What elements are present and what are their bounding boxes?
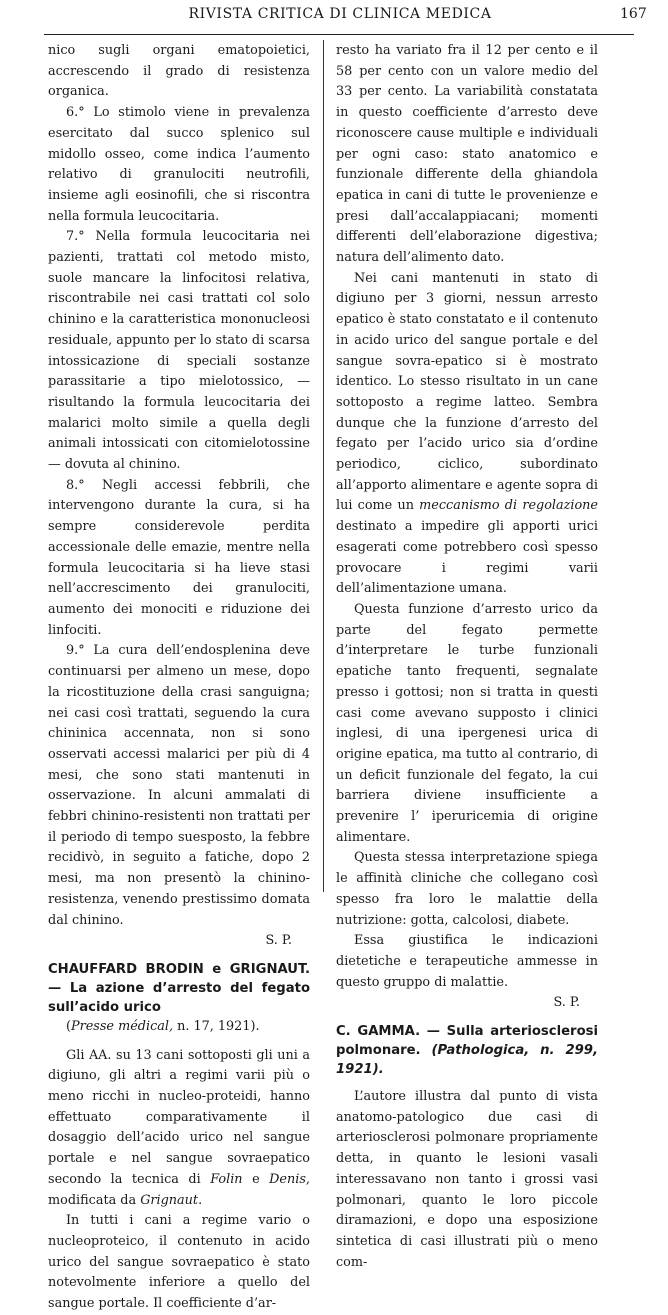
paragraph: nico sugli organi ematopoietici, accrescendo il grado di resistenza organica. xyxy=(48,43,310,100)
emphasis: meccanismo di regolazione xyxy=(419,498,598,514)
left-column xyxy=(48,41,310,1315)
citation-rest: n. 299, 1921). xyxy=(336,1043,598,1078)
paragraph: 6.° Lo stimolo viene in prevalenza esercitato dal succo splenico sul midollo osseo, come indica l’aumento relativo di granulociti neutrofili, insieme agli eosinofili, che si riscontra nella formula leucocitaria. xyxy=(48,105,310,224)
text-run: , modificata da xyxy=(48,1171,310,1208)
text-run: . xyxy=(198,1192,203,1208)
article-title: CHAUFFARD BRODIN e GRIGNAUT. — La azione d’arresto del fegato sull’acido urico xyxy=(48,961,310,1015)
article-citation xyxy=(48,1017,310,1038)
author-name: Folin xyxy=(210,1171,243,1187)
running-title: RIVISTA CRITICA DI CLINICA MEDICA xyxy=(188,6,492,22)
text-run: Nei cani mantenuti in stato di digiuno per 3 giorni, nessun arresto epatico è stato constatato e il contenuto in acido urico del sangue portale e del sangue sovra-epatico si è mostrato identico. Lo stesso risultato in un cane sottoposto a regime latteo. Sembra dunque che la funzione d’arresto del fegato per l’acido urico sia d’ordine periodico, ciclico, subordinato all’apporto alimentare e agente sopra di lui come un xyxy=(336,270,598,514)
paragraph: Questa funzione d’arresto urico da parte del fegato permette d’interpretare le turbe funzionali epatiche tanto frequenti, segnalate presso i gottosi; non si tratta in questi casi come avevano supposto i clinici inglesi, di una ipergenesi urica di origine epatica, ma tutto al contrario, di un deficit funzionale del fegato, la cui barriera diviene insufficiente a prevenire l’ iperuricemia di origine alimentare. xyxy=(336,601,598,845)
paragraph: resto ha variato fra il 12 per cento e il 58 per cento con un valore medio del 33 per cento. La variabilità constatata in questo coefficiente d’arresto deve riconoscere cause multiple e individuali per ogni caso: stato anatomico e funzionale differente della ghiandola epatica in cani di tutte le provenienze e presi dall’accalappiacani; momenti differenti dell’elaborazione digestiva; natura dell’alimento dato. xyxy=(336,43,598,266)
article-title-text: C. GAMMA. — Sulla arteriosclerosi polmonare. xyxy=(336,1024,598,1059)
article-title xyxy=(336,1022,598,1079)
spacer xyxy=(336,1079,598,1087)
paragraph: L’autore illustra dal punto di vista anatomo-patologico due casi di arteriosclerosi polmonare propriamente detta, in quanto le lesioni vasali interessavano non tanto i grossi vasi polmonari, quanto le loro piccole diramazioni, e dopo una esposizione sintetica di casi illustrati più o meno com- xyxy=(336,1089,598,1270)
signature: S. P. xyxy=(553,995,580,1011)
paragraph: In tutti i cani a regime vario o nucleoproteico, il contenuto in acido urico del sangue sovraepatico è stato notevolmente inferiore a quello del sangue portale. Il coefficiente d’ar- xyxy=(48,1213,310,1312)
right-column xyxy=(336,41,598,1273)
paragraph xyxy=(48,1046,310,1212)
spacer xyxy=(336,1014,598,1022)
paragraph: 7.° Nella formula leucocitaria nei pazienti, trattati col metodo misto, suole mancare la linfocitosi relativa, riscontrabile nei casi trattati col solo chinino e la caratteristica mononucleosi residuale, appunto per lo stato di scarsa intossicazione di speciali sostanze parassitarie a tipo mielotossico, — risultando la formula leucocitaria dei malarici molto simile a quella degli animali intossicati con citomielotossine — dovuta al chinino. xyxy=(48,229,310,473)
column-divider xyxy=(323,40,324,892)
author-name: Denis xyxy=(269,1171,306,1187)
page-header xyxy=(0,0,668,40)
citation-open: ( xyxy=(420,1043,438,1059)
header-rule xyxy=(44,34,634,35)
paragraph: 8.° Negli accessi febbrili, che intervengono durante la cura, si ha sempre considerevole perdita accessionale delle emazie, mentre nella formula leucocitaria si ha lieve stasi nell’accrescimento dei granulociti, aumento dei monociti e riduzione dei linfociti. xyxy=(48,477,310,638)
citation-rest: n. 17, 1921). xyxy=(173,1018,260,1034)
citation-open: ( xyxy=(66,1018,71,1034)
signature: S. P. xyxy=(265,933,292,949)
text-run: Gli AA. su 13 cani sottoposti gli uni a digiuno, gli altri a regimi varii più o meno ricchi in nucleo-proteidi, hanno effettuato comparativamente il dosaggio dell’acido urico nel sangue portale e nel sangue sovraepatico secondo la tecnica di xyxy=(48,1047,310,1187)
page-number: 167 xyxy=(620,6,647,22)
paragraph: Essa giustifica le indicazioni dietetiche e terapeutiche ammesse in questo gruppo di malattie. xyxy=(336,933,598,990)
paragraph xyxy=(336,269,598,600)
citation-journal: Pathologica, xyxy=(437,1043,530,1059)
citation-journal: Presse médical, xyxy=(71,1018,174,1034)
paragraph: Questa stessa interpretazione spiega le affinità cliniche che collegano così spesso fra loro le malattie della nutrizione: gotta, calcolosi, diabete. xyxy=(336,850,598,928)
paragraph: 9.° La cura dell’endosplenina deve continuarsi per almeno un mese, dopo la ricostituzione della crasi sanguigna; nei casi così trattati, seguendo la cura chininica accennata, non si sono osservati accessi malarici per più di 4 mesi, che sono stati mantenuti in osservazione. In alcuni ammalati di febbri chinino-resistenti non trattati per il periodo di tempo suesposto, la febbre recidivò, in seguito a fatiche, dopo 2 mesi, ma non presentò la chinino-resistenza, venendo prestissimo domata dal chinino. xyxy=(48,643,310,928)
author-name: Grignaut xyxy=(140,1192,199,1208)
text-run: destinato a impedire gli apporti urici esagerati come potrebbero così spesso provocare i regimi varii dell’alimentazione umana. xyxy=(336,519,598,597)
text-run: e xyxy=(242,1171,270,1187)
spacer xyxy=(48,1038,310,1046)
spacer xyxy=(48,952,310,960)
